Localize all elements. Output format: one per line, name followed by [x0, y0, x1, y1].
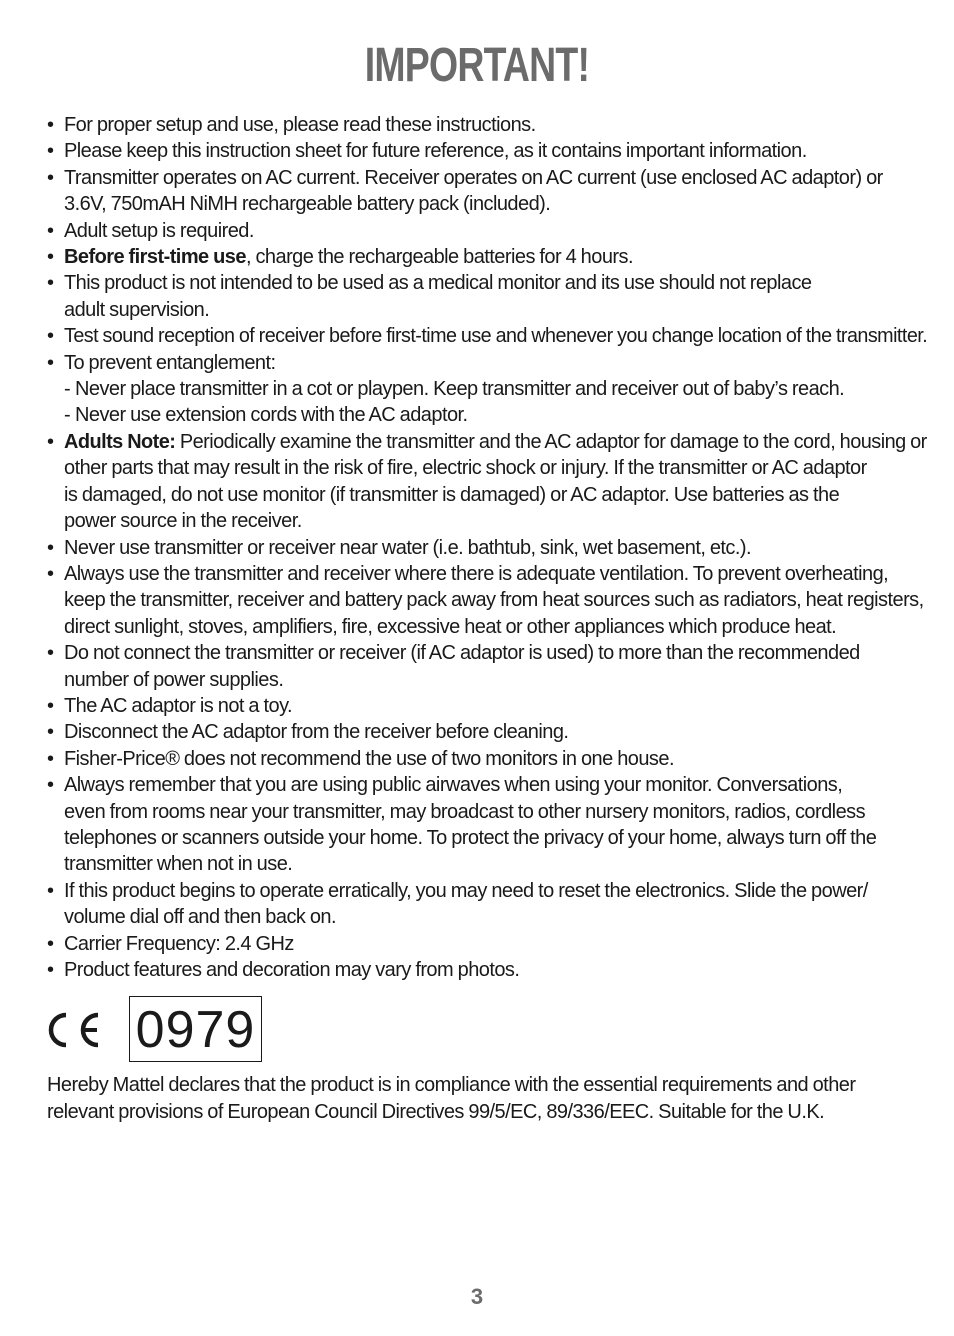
- list-item: [47, 957, 927, 983]
- line-text: If this product begins to operate erratically, you may need to reset the electronics. Slide the power/: [64, 879, 868, 902]
- bullet-marker: •: [47, 246, 54, 269]
- page-title: IMPORTANT!: [364, 39, 590, 92]
- line-text: To prevent entanglement:: [64, 351, 276, 374]
- list-item-line: [64, 455, 867, 481]
- bullet-marker: •: [47, 166, 54, 189]
- list-item-line: [64, 799, 865, 825]
- sub-list-item: [64, 376, 844, 402]
- list-item-line: [64, 429, 927, 455]
- list-item-line: [64, 244, 633, 270]
- line-text: Adult setup is required.: [64, 219, 254, 242]
- list-item: [47, 165, 927, 218]
- line-text: even from rooms near your transmitter, may broadcast to other nursery monitors, radios, cordless: [64, 800, 866, 823]
- line-text: Always remember that you are using public airwaves when using your monitor. Conversations,: [64, 774, 843, 797]
- line-text: For proper setup and use, please read these instructions.: [64, 114, 536, 136]
- list-item-line: [64, 746, 674, 772]
- line-text: transmitter when not in use.: [64, 853, 293, 876]
- bullet-marker: •: [47, 959, 54, 981]
- line-text: direct sunlight, stoves, amplifiers, fire, excessive heat or other appliances which produce heat.: [64, 615, 837, 638]
- bullet-marker: •: [47, 140, 54, 163]
- list-item-line: [64, 878, 868, 904]
- sub-item-text: Never use extension cords with the AC adaptor.: [75, 404, 468, 427]
- list-item-line: [64, 323, 927, 349]
- dash-marker: -: [64, 378, 71, 401]
- line-text: adult supervision.: [64, 298, 210, 321]
- list-item: [47, 218, 927, 244]
- list-item-line: [64, 640, 860, 666]
- declaration-line: Hereby Mattel declares that the product is in compliance with the essential requirements and other: [47, 1074, 856, 1096]
- list-item-line: [64, 191, 550, 217]
- list-item-line: [64, 693, 292, 719]
- list-item: [47, 772, 927, 878]
- list-item-line: [64, 957, 519, 983]
- line-text: Always use the transmitter and receiver where there is adequate ventilation. To prevent overheating,: [64, 562, 889, 585]
- list-item-line: [64, 719, 568, 745]
- list-item: [47, 535, 927, 561]
- line-text: number of power supplies.: [64, 668, 284, 691]
- line-text: volume dial off and then back on.: [64, 906, 337, 929]
- line-text: Carrier Frequency: 2.4 GHz: [64, 932, 294, 955]
- bullet-marker: •: [47, 694, 54, 717]
- list-item-line: [64, 561, 888, 587]
- compliance-declaration: [47, 1072, 927, 1126]
- sub-item-text: Never place transmitter in a cot or playpen. Keep transmitter and receiver out of baby’s reach.: [75, 378, 845, 401]
- bullet-marker: •: [47, 351, 54, 374]
- list-item-line: [64, 508, 302, 534]
- ce-mark-icon: [47, 1011, 103, 1049]
- list-item: [47, 878, 927, 931]
- list-item: [47, 746, 927, 772]
- list-item-line: [64, 218, 254, 244]
- list-item: [47, 561, 927, 640]
- page-number: 3: [470, 1284, 484, 1309]
- list-item: [47, 719, 927, 745]
- line-text: Please keep this instruction sheet for future reference, as it contains important information.: [64, 140, 807, 163]
- sub-list-item: [64, 402, 468, 428]
- emphasis-text: Before first-time use: [64, 246, 246, 269]
- list-item-line: [64, 138, 807, 164]
- list-item: [47, 350, 927, 429]
- line-text: Transmitter operates on AC current. Receiver operates on AC current (use enclosed AC adaptor) or: [64, 166, 883, 189]
- list-item-line: [64, 297, 209, 323]
- list-item-line: [64, 587, 924, 613]
- bullet-marker: •: [47, 562, 54, 585]
- bullet-marker: •: [47, 536, 54, 559]
- line-text: 3.6V, 750mAH NiMH rechargeable battery pack (included).: [64, 193, 551, 216]
- list-item-line: [64, 931, 294, 957]
- list-item: [47, 112, 927, 138]
- list-item-line: [64, 112, 536, 138]
- list-item-line: [64, 350, 276, 376]
- line-text: power source in the receiver.: [64, 510, 302, 533]
- bullet-marker: •: [47, 642, 54, 665]
- list-item: [47, 693, 927, 719]
- instruction-list: [47, 112, 927, 983]
- bullet-marker: •: [47, 774, 54, 797]
- list-item-line: [64, 535, 751, 561]
- bullet-marker: •: [47, 879, 54, 902]
- list-item: [47, 270, 927, 323]
- line-text: Fisher-Price® does not recommend the use of two monitors in one house.: [64, 747, 674, 770]
- list-item-line: [64, 904, 336, 930]
- list-item-line: [64, 270, 812, 296]
- line-text: Never use transmitter or receiver near water (i.e. bathtub, sink, wet basement, etc.).: [64, 536, 752, 559]
- bullet-marker: •: [47, 325, 54, 348]
- list-item: [47, 323, 927, 349]
- list-item-line: [64, 482, 839, 508]
- dash-marker: -: [64, 404, 71, 427]
- list-item-line: [64, 667, 283, 693]
- line-text: telephones or scanners outside your home. To protect the privacy of your home, always turn off the: [64, 826, 877, 849]
- bullet-marker: •: [47, 219, 54, 242]
- list-item-line: [64, 851, 292, 877]
- bullet-marker: •: [47, 114, 54, 136]
- line-text: , charge the rechargeable batteries for 4 hours.: [245, 246, 633, 269]
- list-item-line: [64, 165, 883, 191]
- list-item: [47, 931, 927, 957]
- line-text: Do not connect the transmitter or receiver (if AC adaptor is used) to more than the recommended: [64, 642, 860, 665]
- emphasis-text: Adults Note:: [64, 430, 176, 453]
- list-item: [47, 429, 927, 535]
- line-text: is damaged, do not use monitor (if transmitter is damaged) or AC adaptor. Use batteries as the: [64, 483, 840, 506]
- line-text: other parts that may result in the risk of fire, electric shock or injury. If the transmitter or AC adaptor: [64, 457, 867, 480]
- bullet-marker: •: [47, 721, 54, 744]
- line-text: The AC adaptor is not a toy.: [64, 694, 293, 717]
- notified-body-number: 0979: [129, 996, 262, 1062]
- list-item: [47, 640, 927, 693]
- line-text: keep the transmitter, receiver and battery pack away from heat sources such as radiators, heat registers,: [64, 589, 924, 612]
- list-item-line: [64, 614, 836, 640]
- list-item: [47, 244, 927, 270]
- line-text: Disconnect the AC adaptor from the receiver before cleaning.: [64, 721, 569, 744]
- list-item: [47, 138, 927, 164]
- declaration-line: relevant provisions of European Council Directives 99/5/EC, 89/336/EEC. Suitable for the U.K.: [47, 1101, 825, 1123]
- bullet-marker: •: [47, 272, 54, 295]
- line-text: Product features and decoration may vary from photos.: [64, 959, 520, 981]
- list-item-line: [64, 772, 842, 798]
- line-text: This product is not intended to be used as a medical monitor and its use should not replace: [64, 272, 812, 295]
- list-item-line: [64, 825, 876, 851]
- bullet-marker: •: [47, 747, 54, 770]
- line-text: Test sound reception of receiver before first-time use and whenever you change location of the transmitter.: [64, 325, 928, 348]
- line-text: Periodically examine the transmitter and the AC adaptor for damage to the cord, housing or: [175, 430, 927, 453]
- bullet-marker: •: [47, 430, 54, 453]
- bullet-marker: •: [47, 932, 54, 955]
